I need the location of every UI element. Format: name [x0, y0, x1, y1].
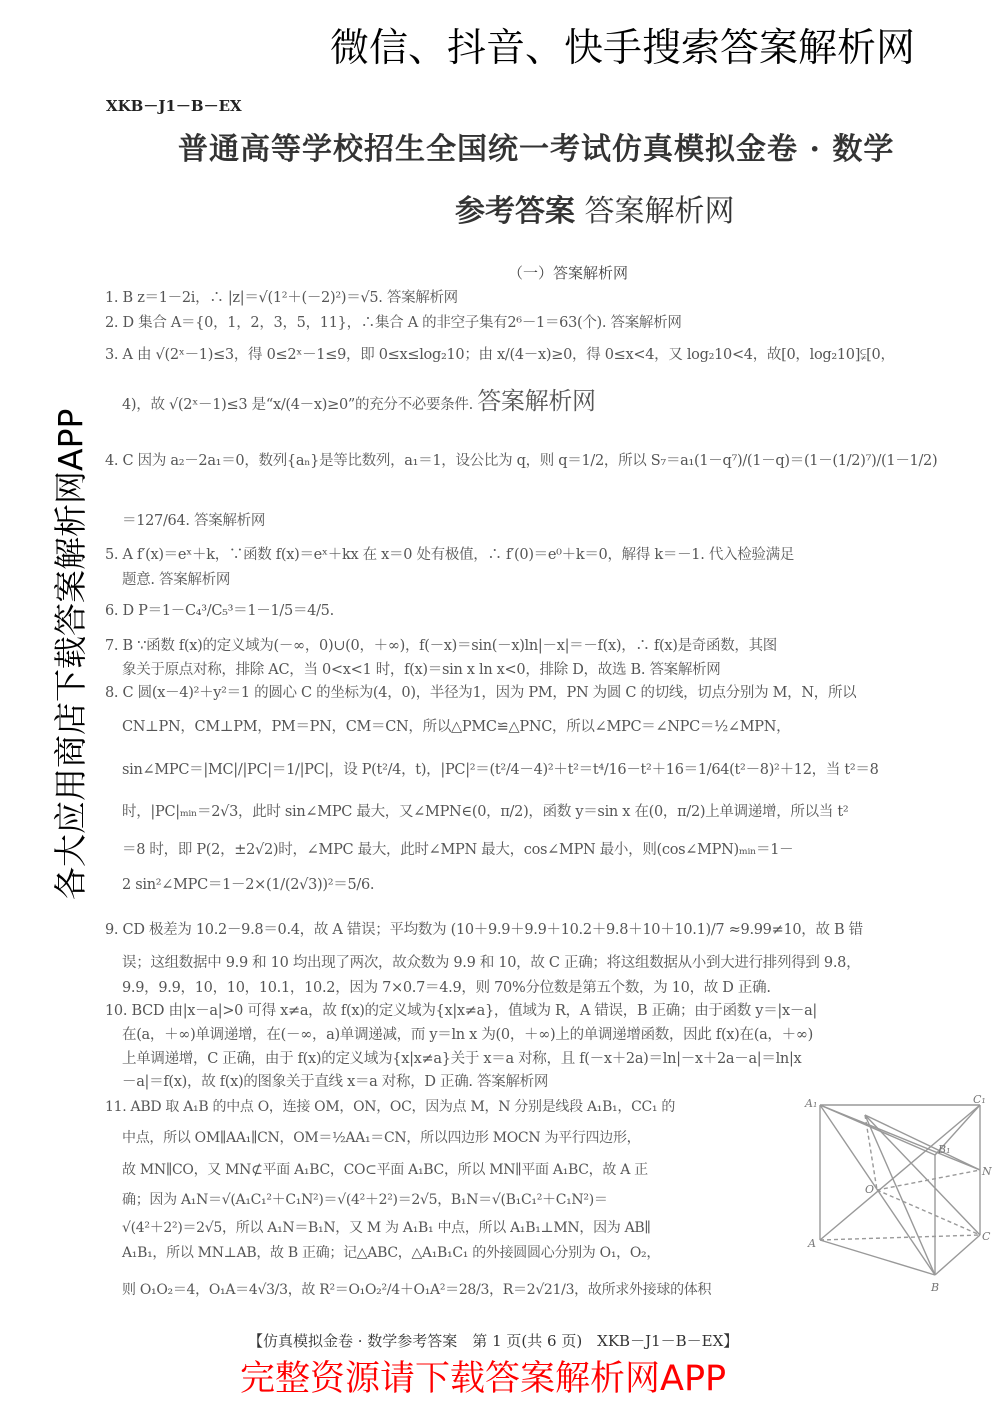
- answer-line: ＝127/64. 答案解析网: [122, 513, 266, 529]
- answer-line: √(4²＋2²)＝2√5，所以 A₁N＝B₁N，又 M 为 A₁B₁ 中点，所以 A₁B₁⊥MN，因为 AB∥: [122, 1220, 651, 1236]
- answer-line: 则 O₁O₂＝4，O₁A＝4√3/3，故 R²＝O₁O₂²/4＋O₁A²＝28/3，R＝2√21/3，故所求外接球的体积: [122, 1282, 712, 1298]
- answer-line: 故 MN∥CO，又 MN⊄平面 A₁BC，CO⊂平面 A₁BC，所以 MN∥平面 A₁BC，故 A 正: [122, 1162, 648, 1178]
- answer-line: 1. B z＝1－2i，∴ |z|＝√(1²＋(－2)²)＝√5. 答案解析网: [105, 290, 458, 306]
- label-a: A: [808, 1237, 816, 1250]
- watermark-top-left: 各大应用商店下载答案解析网APP: [51, 408, 90, 900]
- label-b: B: [931, 1281, 940, 1294]
- answer-line: 7. B ∵函数 f(x)的定义域为(－∞，0)∪(0，＋∞)，f(－x)＝sin(－x)ln|－x|＝－f(x)，∴ f(x)是奇函数，其图: [105, 638, 778, 654]
- answer-line: 5. A f′(x)＝eˣ＋k，∵函数 f(x)＝eˣ＋kx 在 x＝0 处有极值，∴ f′(0)＝e⁰＋k＝0，解得 k＝－1. 代入检验满足: [105, 547, 795, 563]
- watermark-center: 完整资源请下载答案解析网APP: [240, 1359, 727, 1399]
- answer-line: 象关于原点对称，排除 AC，当 0<x<1 时，f(x)＝sin x ln x<0，排除 D，故选 B. 答案解析网: [122, 662, 721, 678]
- answer-line: 11. ABD 取 A₁B 的中点 O，连接 OM，ON，OC，因为点 M，N 分别是线段 A₁B₁，CC₁ 的: [105, 1099, 676, 1115]
- prism-figure: [805, 1095, 990, 1295]
- section-heading: （一）答案解析网: [508, 264, 629, 282]
- label-c: C: [982, 1230, 991, 1243]
- answer-line: 时，|PC|ₘᵢₙ＝2√3，此时 sin∠MPC 最大，又∠MPN∈(0，π/2)，函数 y＝sin x 在(0，π/2)上单调递增，所以当 t²: [122, 804, 849, 820]
- watermark-bottom-right: 微信、抖音、快手搜索答案解析网: [330, 26, 916, 71]
- answer-text: 4)，故 √(2ˣ－1)≤3 是“x/(4－x)≥0”的充分不必要条件.: [122, 397, 473, 413]
- answer-line: A₁B₁，所以 MN⊥AB，故 B 正确；记△ABC，△A₁B₁C₁ 的外接圆圆心分别为 O₁，O₂，: [122, 1245, 661, 1261]
- label-a1: A₁: [805, 1097, 818, 1110]
- answer-line: 6. D P＝1－C₄³/C₅³＝1－1/5＝4/5.: [105, 603, 334, 619]
- answer-line: 在(a，＋∞)单调递增，在(－∞，a)单调递减，而 y＝ln x 为(0，＋∞)上的单调递增函数，因此 f(x)在(a，＋∞): [122, 1027, 813, 1043]
- answer-line: 确；因为 A₁N＝√(A₁C₁²＋C₁N²)＝√(4²＋2²)＝2√5，B₁N＝√(B₁C₁²＋C₁N²)＝: [122, 1192, 608, 1208]
- answer-line: 2 sin²∠MPC＝1－2×(1/(2√3))²＝5/6.: [122, 877, 375, 893]
- subtitle-mark: 答案解析网: [584, 194, 735, 229]
- label-n: N: [982, 1165, 992, 1178]
- page-subtitle: [455, 186, 735, 230]
- answer-line: 10. BCD 由|x－a|>0 可得 x≠a，故 f(x)的定义域为{x|x≠a}，值域为 R，A 错误，B 正确；由于函数 y＝|x－a|: [105, 1003, 817, 1019]
- label-o: O: [865, 1183, 875, 1196]
- answer-line: 9.9，9.9，10，10，10.1，10.2，因为 7×0.7＝4.9，则 70%分位数是第五个数，为 10，故 D 正确.: [122, 980, 771, 996]
- label-b1: B₁: [938, 1143, 951, 1156]
- page-footer: 【仿真模拟金卷 · 数学参考答案 第 1 页(共 6 页) XKB－J1－B－EX】: [248, 1332, 739, 1350]
- answer-line: sin∠MPC＝|MC|/|PC|＝1/|PC|，设 P(t²/4，t)，|PC|²＝(t²/4－4)²＋t²＝t⁴/16－t²＋16＝1/64(t²－8)²＋12，当 t²＝8: [122, 762, 879, 778]
- answer-line: 误；这组数据中 9.9 和 10 均出现了两次，故众数为 9.9 和 10，故 C 正确；将这组数据从小到大进行排列得到 9.8，: [122, 955, 861, 971]
- page-title: 普通高等学校招生全国统一考试仿真模拟金卷 · 数学: [178, 132, 895, 167]
- answer-line: ＝8 时，即 P(2，±2√2)时，∠MPC 最大，此时∠MPN 最大，cos∠MPN 最小，则(cos∠MPN)ₘᵢₙ＝1－: [122, 842, 794, 858]
- answer-line: 上单调递增，C 正确，由于 f(x)的定义域为{x|x≠a}关于 x＝a 对称，且 f(－x＋2a)＝ln|－x＋2a－a|＝ln|x: [122, 1051, 802, 1067]
- inline-watermark: 答案解析网: [477, 387, 596, 415]
- answer-line: 9. CD 极差为 10.2－9.8＝0.4，故 A 错误；平均数为 (10＋9.9＋9.9＋10.2＋9.8＋10＋10.1)/7 ≈9.99≠10，故 B 错: [105, 922, 863, 938]
- answer-line: 中点，所以 OM∥AA₁∥CN，OM＝½AA₁＝CN，所以四边形 MOCN 为平行四边形，: [122, 1130, 641, 1146]
- answer-line: 2. D 集合 A＝{0，1，2，3，5，11}，∴集合 A 的非空子集有2⁶－1＝63(个). 答案解析网: [105, 315, 682, 331]
- answer-line: 3. A 由 √(2ˣ－1)≤3，得 0≤2ˣ－1≤9，即 0≤x≤log₂10；由 x/(4－x)≥0，得 0≤x<4，又 log₂10<4，故[0，log₂10]⫋[0，: [105, 347, 895, 363]
- answer-line: 8. C 圆(x－4)²＋y²＝1 的圆心 C 的坐标为(4，0)，半径为1，因为 PM，PN 为圆 C 的切线，切点分别为 M，N，所以: [105, 685, 857, 701]
- answer-line: －a|＝f(x)，故 f(x)的图象关于直线 x＝a 对称，D 正确. 答案解析网: [122, 1074, 549, 1090]
- answer-line: 4. C 因为 a₂－2a₁＝0，数列{aₙ}是等比数列，a₁＝1，设公比为 q，则 q＝1/2，所以 S₇＝a₁(1－q⁷)/(1－q)＝(1－(1/2)⁷)/(1－1/2): [105, 453, 938, 469]
- answer-line: 题意. 答案解析网: [122, 572, 231, 588]
- label-c1: C₁: [973, 1093, 986, 1106]
- answer-line: [122, 387, 596, 415]
- subtitle-text: 参考答案: [455, 194, 575, 229]
- exam-code: XKB－J1－B－EX: [106, 97, 242, 115]
- answer-line: CN⊥PN，CM⊥PM，PM＝PN，CM＝CN，所以△PMC≌△PNC，所以∠MPC＝∠NPC＝½∠MPN，: [122, 719, 791, 735]
